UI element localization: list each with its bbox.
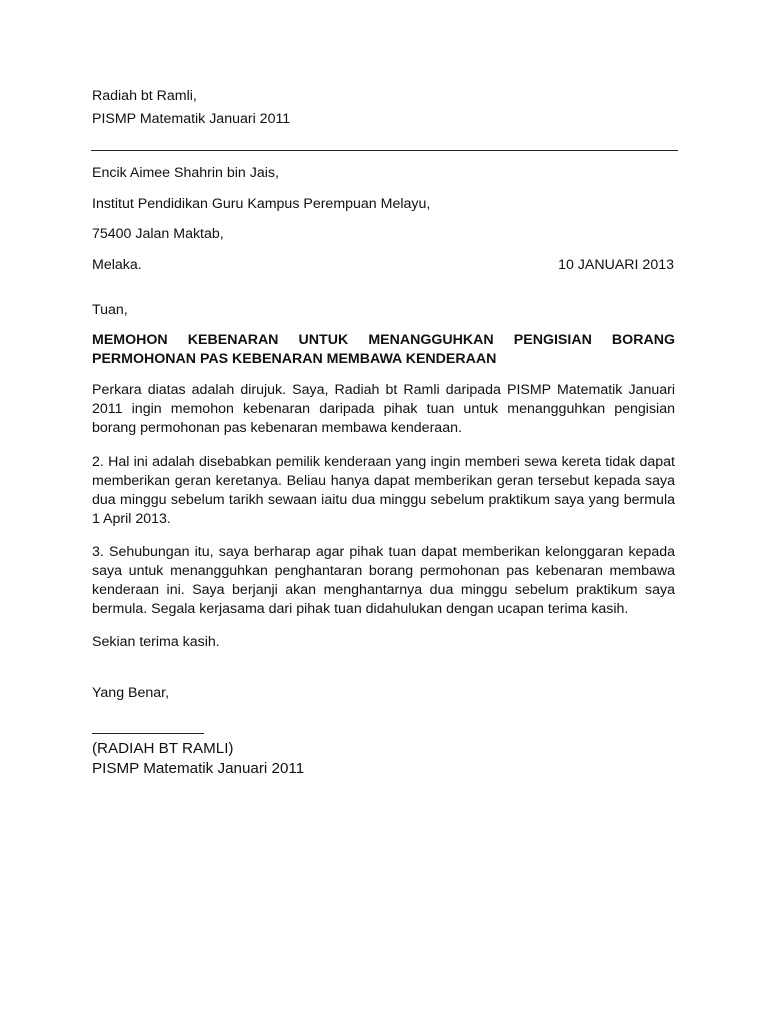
paragraph-1-line: borang permohonan pas kebenaran membawa kenderaan. <box>92 420 462 436</box>
sender-program: PISMP Matematik Januari 2011 <box>92 111 291 127</box>
subject-line-1: MEMOHON KEBENARAN UNTUK MENANGGUHKAN PENGISIAN BORANG <box>92 332 675 348</box>
signature-program: PISMP Matematik Januari 2011 <box>92 760 305 777</box>
paragraph-2-line: 2. Hal ini adalah disebabkan pemilik kenderaan yang ingin memberi sewa kereta tidak dapat <box>92 454 675 470</box>
paragraph-3-line: kenderaan ini. Saya berjanji akan menghantarnya dua minggu sebelum praktikum saya <box>92 582 675 598</box>
header-divider <box>91 150 678 151</box>
paragraph-2 <box>92 453 675 529</box>
paragraph-3-line: saya untuk menangguhkan penghantaran borang permohonan pas kebenaran membawa <box>92 563 675 579</box>
signoff: Yang Benar, <box>92 685 170 701</box>
closing-remark: Sekian terima kasih. <box>92 634 220 650</box>
signature-name: (RADIAH BT RAMLI) <box>92 740 234 757</box>
paragraph-2-line: 1 April 2013. <box>92 511 171 527</box>
sender-name: Radiah bt Ramli, <box>92 88 197 104</box>
paragraph-3 <box>92 543 675 619</box>
paragraph-3-line: bermula. Segala kerjasama dari pihak tuan didahulukan dengan ucapan terima kasih. <box>92 601 629 617</box>
signature-line <box>92 733 204 734</box>
paragraph-2-line: dua minggu sebelum tarikh sewaan iaitu dua minggu sebelum praktikum saya yang bermula <box>92 492 675 508</box>
paragraph-2-line: memberikan geran keretanya. Beliau hanya dapat memberikan geran tersebut kepada saya <box>92 473 675 489</box>
letter-date: 10 JANUARI 2013 <box>558 257 674 273</box>
paragraph-1-line: Perkara diatas adalah dirujuk. Saya, Radiah bt Ramli daripada PISMP Matematik Januari <box>92 382 675 398</box>
recipient-name: Encik Aimee Shahrin bin Jais, <box>92 165 279 181</box>
paragraph-1-line: 2011 ingin memohon kebenaran daripada pihak tuan untuk menangguhkan pengisian <box>92 401 675 417</box>
recipient-address: 75400 Jalan Maktab, <box>92 226 224 242</box>
paragraph-1 <box>92 381 675 438</box>
recipient-institution: Institut Pendidikan Guru Kampus Perempuan Melayu, <box>92 196 431 212</box>
subject-line-2: PERMOHONAN PAS KEBENARAN MEMBAWA KENDERAAN <box>92 351 497 367</box>
paragraph-3-line: 3. Sehubungan itu, saya berharap agar pihak tuan dapat memberikan kelonggaran kepada <box>92 544 675 560</box>
letter-subject <box>92 331 675 369</box>
salutation: Tuan, <box>92 302 128 318</box>
recipient-state: Melaka. <box>92 257 142 273</box>
